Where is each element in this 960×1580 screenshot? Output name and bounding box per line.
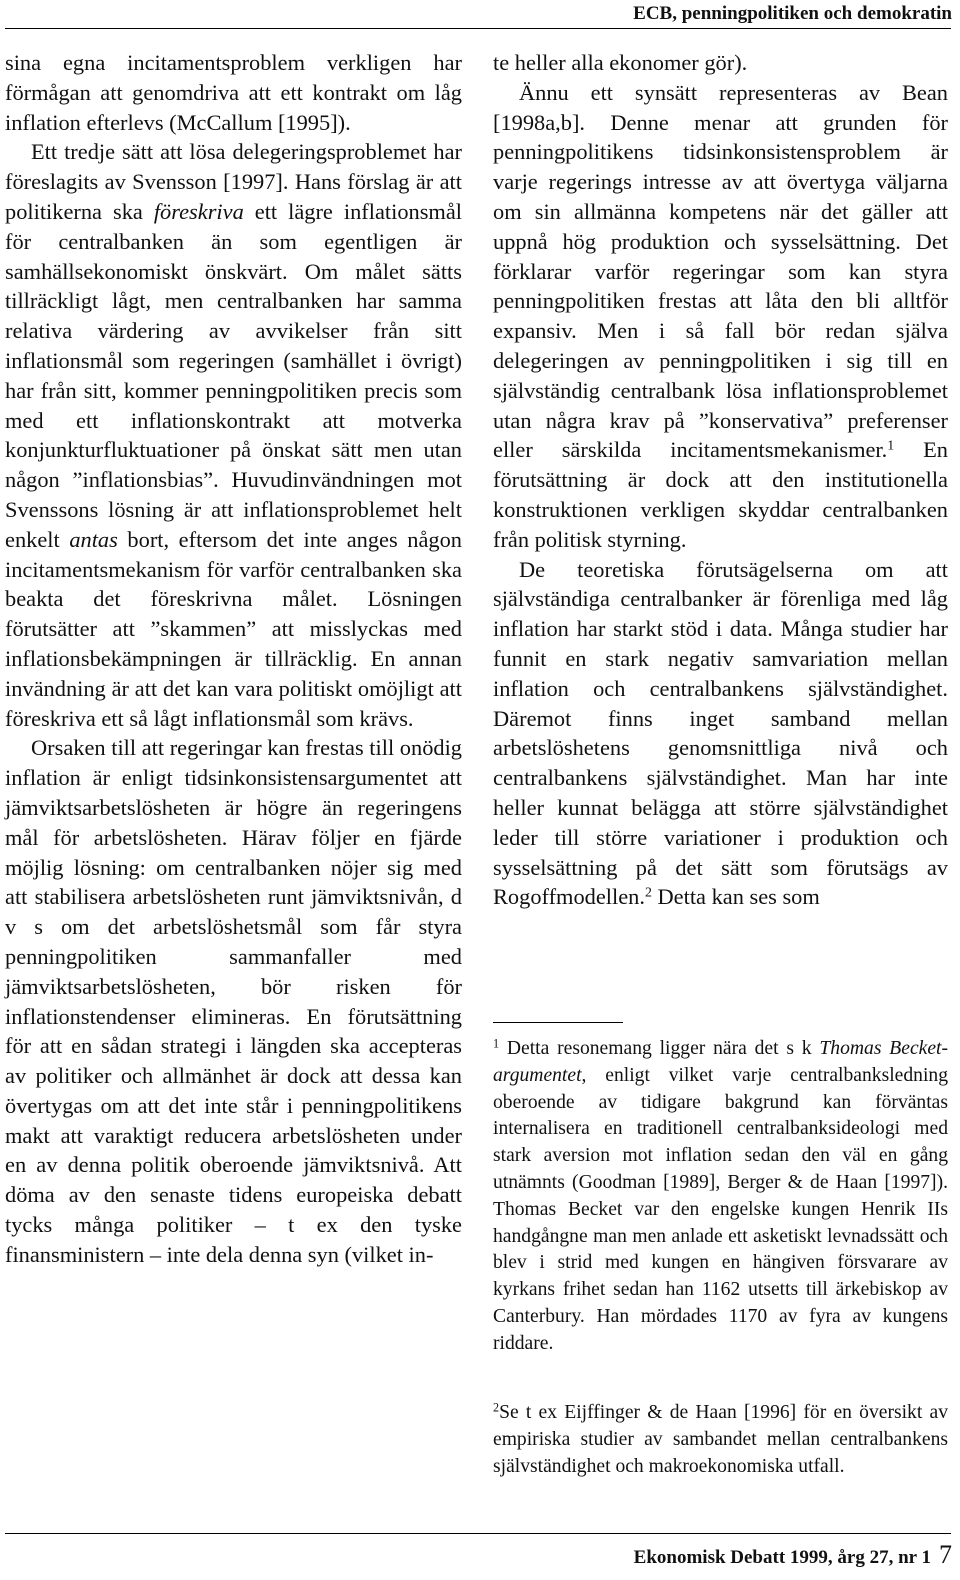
footnote-ref-1[interactable]: 1 <box>887 438 895 454</box>
text-run: bort, eftersom det inte anges någon incitamentsmekanism för varför centralbanken ska beakta det föreskrivna målet. Lösningen förutsätter att ”skammen” att misslyckas med inflationsbekämpningen är tillräcklig. En annan invändning är att det kan vara politiskt omöjligt att föreskriva ett så lågt inflationsmål som krävs. <box>5 526 463 731</box>
journal-citation: Ekonomisk Debatt 1999, årg 27, nr 1 <box>633 1547 931 1568</box>
header-title: ECB, penningpolitiken och demokratin <box>633 3 952 24</box>
right-paragraph-1: te heller alla ekonomer gör). <box>493 50 748 75</box>
footnote-2 <box>493 1400 948 1480</box>
running-header <box>0 0 960 30</box>
footnote-number: 1 <box>493 1036 500 1051</box>
right-paragraph-2 <box>493 78 948 555</box>
text-run: ett lägre inflationsmål för centralbanken än som egentligen är samhällsekonomiskt önskvärt. Om målet sätts tillräckligt lågt, men centralbanken har samma relativa värdering av avvikelser från sitt inflationsmål som regeringen (samhället i övrigt) har från sitt, kommer penningpolitiken precis som med ett inflationskontrakt att motverka konjunkturfluktuationer på önskat sätt men utan någon ”inflationsbias”. Huvudinvändningen mot Svenssons lösning är att inflationsproblemet helt enkelt <box>5 198 462 552</box>
footnote-number: 2 <box>493 1400 500 1415</box>
text-run: Ett tredje sätt att lösa delegeringsproblemet har föreslagits av Svensson [1997]. Hans förslag är att politikerna ska <box>5 139 462 224</box>
footnote-ref-2[interactable]: 2 <box>644 885 652 901</box>
right-paragraph-3 <box>493 555 948 913</box>
footnote-1 <box>493 1036 948 1358</box>
page-number: 7 <box>939 1540 952 1569</box>
left-column <box>5 48 462 1270</box>
left-paragraph-2 <box>5 137 462 733</box>
emphasis: antas <box>69 526 118 552</box>
text-run: Detta kan ses som <box>651 884 820 910</box>
footnote-rule <box>493 1022 623 1023</box>
text-run: Se t ex Eijffinger & de Haan [1996] för en översikt av empiriska studier av sambandet mellan centralbankens självständighet och makroekonomiska utfall. <box>493 1402 948 1477</box>
text-run: Detta resonemang ligger nära det s k <box>499 1038 820 1059</box>
text-run: En förutsättning är dock att den institutionella konstruktionen verkligen skyddar centralbanken från politisk styrning. <box>493 437 948 552</box>
text-run: Ännu ett synsätt representeras av Bean [1998a,b]. Denne menar att grunden för penningpolitikens tidsinkonsistensproblem är varje regerings intresse av att övertyga väljarna om sin allmänna kompetens när det gäller att uppnå hög produktion och sysselsättning. Det förklarar varför regeringar som kan styra penningpolitiken frestas att låta den bli alltför expansiv. Men i så fall bör redan själva delegeringen av penningpolitiken i sig till en självständig centralbank lösa inflationsproblemet utan några krav på ”konservativa” preferenser eller särskilda incitamentsmekanismer. <box>493 79 948 463</box>
footer-rule <box>5 1533 951 1534</box>
page-footer <box>634 1540 952 1570</box>
emphasis: föreskriva <box>153 198 244 224</box>
emphasis: Thomas Becket-argumentet <box>493 1038 948 1086</box>
left-paragraph-3: Orsaken till att regeringar kan frestas till onödig inflation är enligt tidsinkonsistensargumentet att jämviktsarbetslösheten är högre än regeringens mål för arbetslösheten. Härav följer en fjärde möjlig lösning: om centralbanken nöjer sig med att stabilisera arbetslösheten runt jämviktsnivån, d v s om det arbetslöshetsmål som får styra penningpolitiken sammanfaller med jämviktsarbetslösheten, bör risken för inflationstendenser elimineras. En förutsättning för att en sådan strategi i längden ska accepteras av politiker och allmänhet är dock att dessa kan övertygas om att det inte står i penningpolitikens makt att varaktigt reducera arbetslösheten under en av denna politik oberoende jämviktsnivå. Att döma av den senaste tidens europeiska debatt tycks många politiker – t ex den tyske finansministern – inte dela denna syn (vilket in- <box>5 735 462 1267</box>
header-rule <box>5 28 951 29</box>
text-run: De teoretiska förutsägelserna om att självständiga centralbanker är förenliga med låg inflation har starkt stöd i data. Många studier har funnit en stark negativ samvariation mellan inflation och centralbankens självständighet. Däremot finns inget samband mellan arbetslöshetens genomsnittliga nivå och centralbankens självständighet. Man har inte heller kunnat belägga att större självständighet leder till större variationer i produktion och sysselsättning på det sätt som förutsägs av Rogoffmodellen. <box>493 556 948 910</box>
right-column <box>493 48 948 912</box>
text-run: , enligt vilket varje centralbanksledning oberoende av tidigare bakgrund kan förväntas internalisera en traditionell centralbanksideologi med stark aversion mot inflation sedan den väl en gång utnämnts (Goodman [1989], Berger & de Haan [1997]). Thomas Becket var den engelske kungen Henrik IIs handgångne man men anlade ett asketiskt levnadssätt och blev i strid med kungen en hängiven försvarare av kyrkans frihet sedan han 1162 utsetts till ärkebiskop av Canterbury. Han mördades 1170 av fyra av kungens riddare. <box>493 1064 948 1354</box>
left-paragraph-1: sina egna incitamentsproblem verkligen har förmågan att genomdriva att ett kontrakt om låg inflation efterlevs (McCallum [1995]). <box>5 50 462 135</box>
